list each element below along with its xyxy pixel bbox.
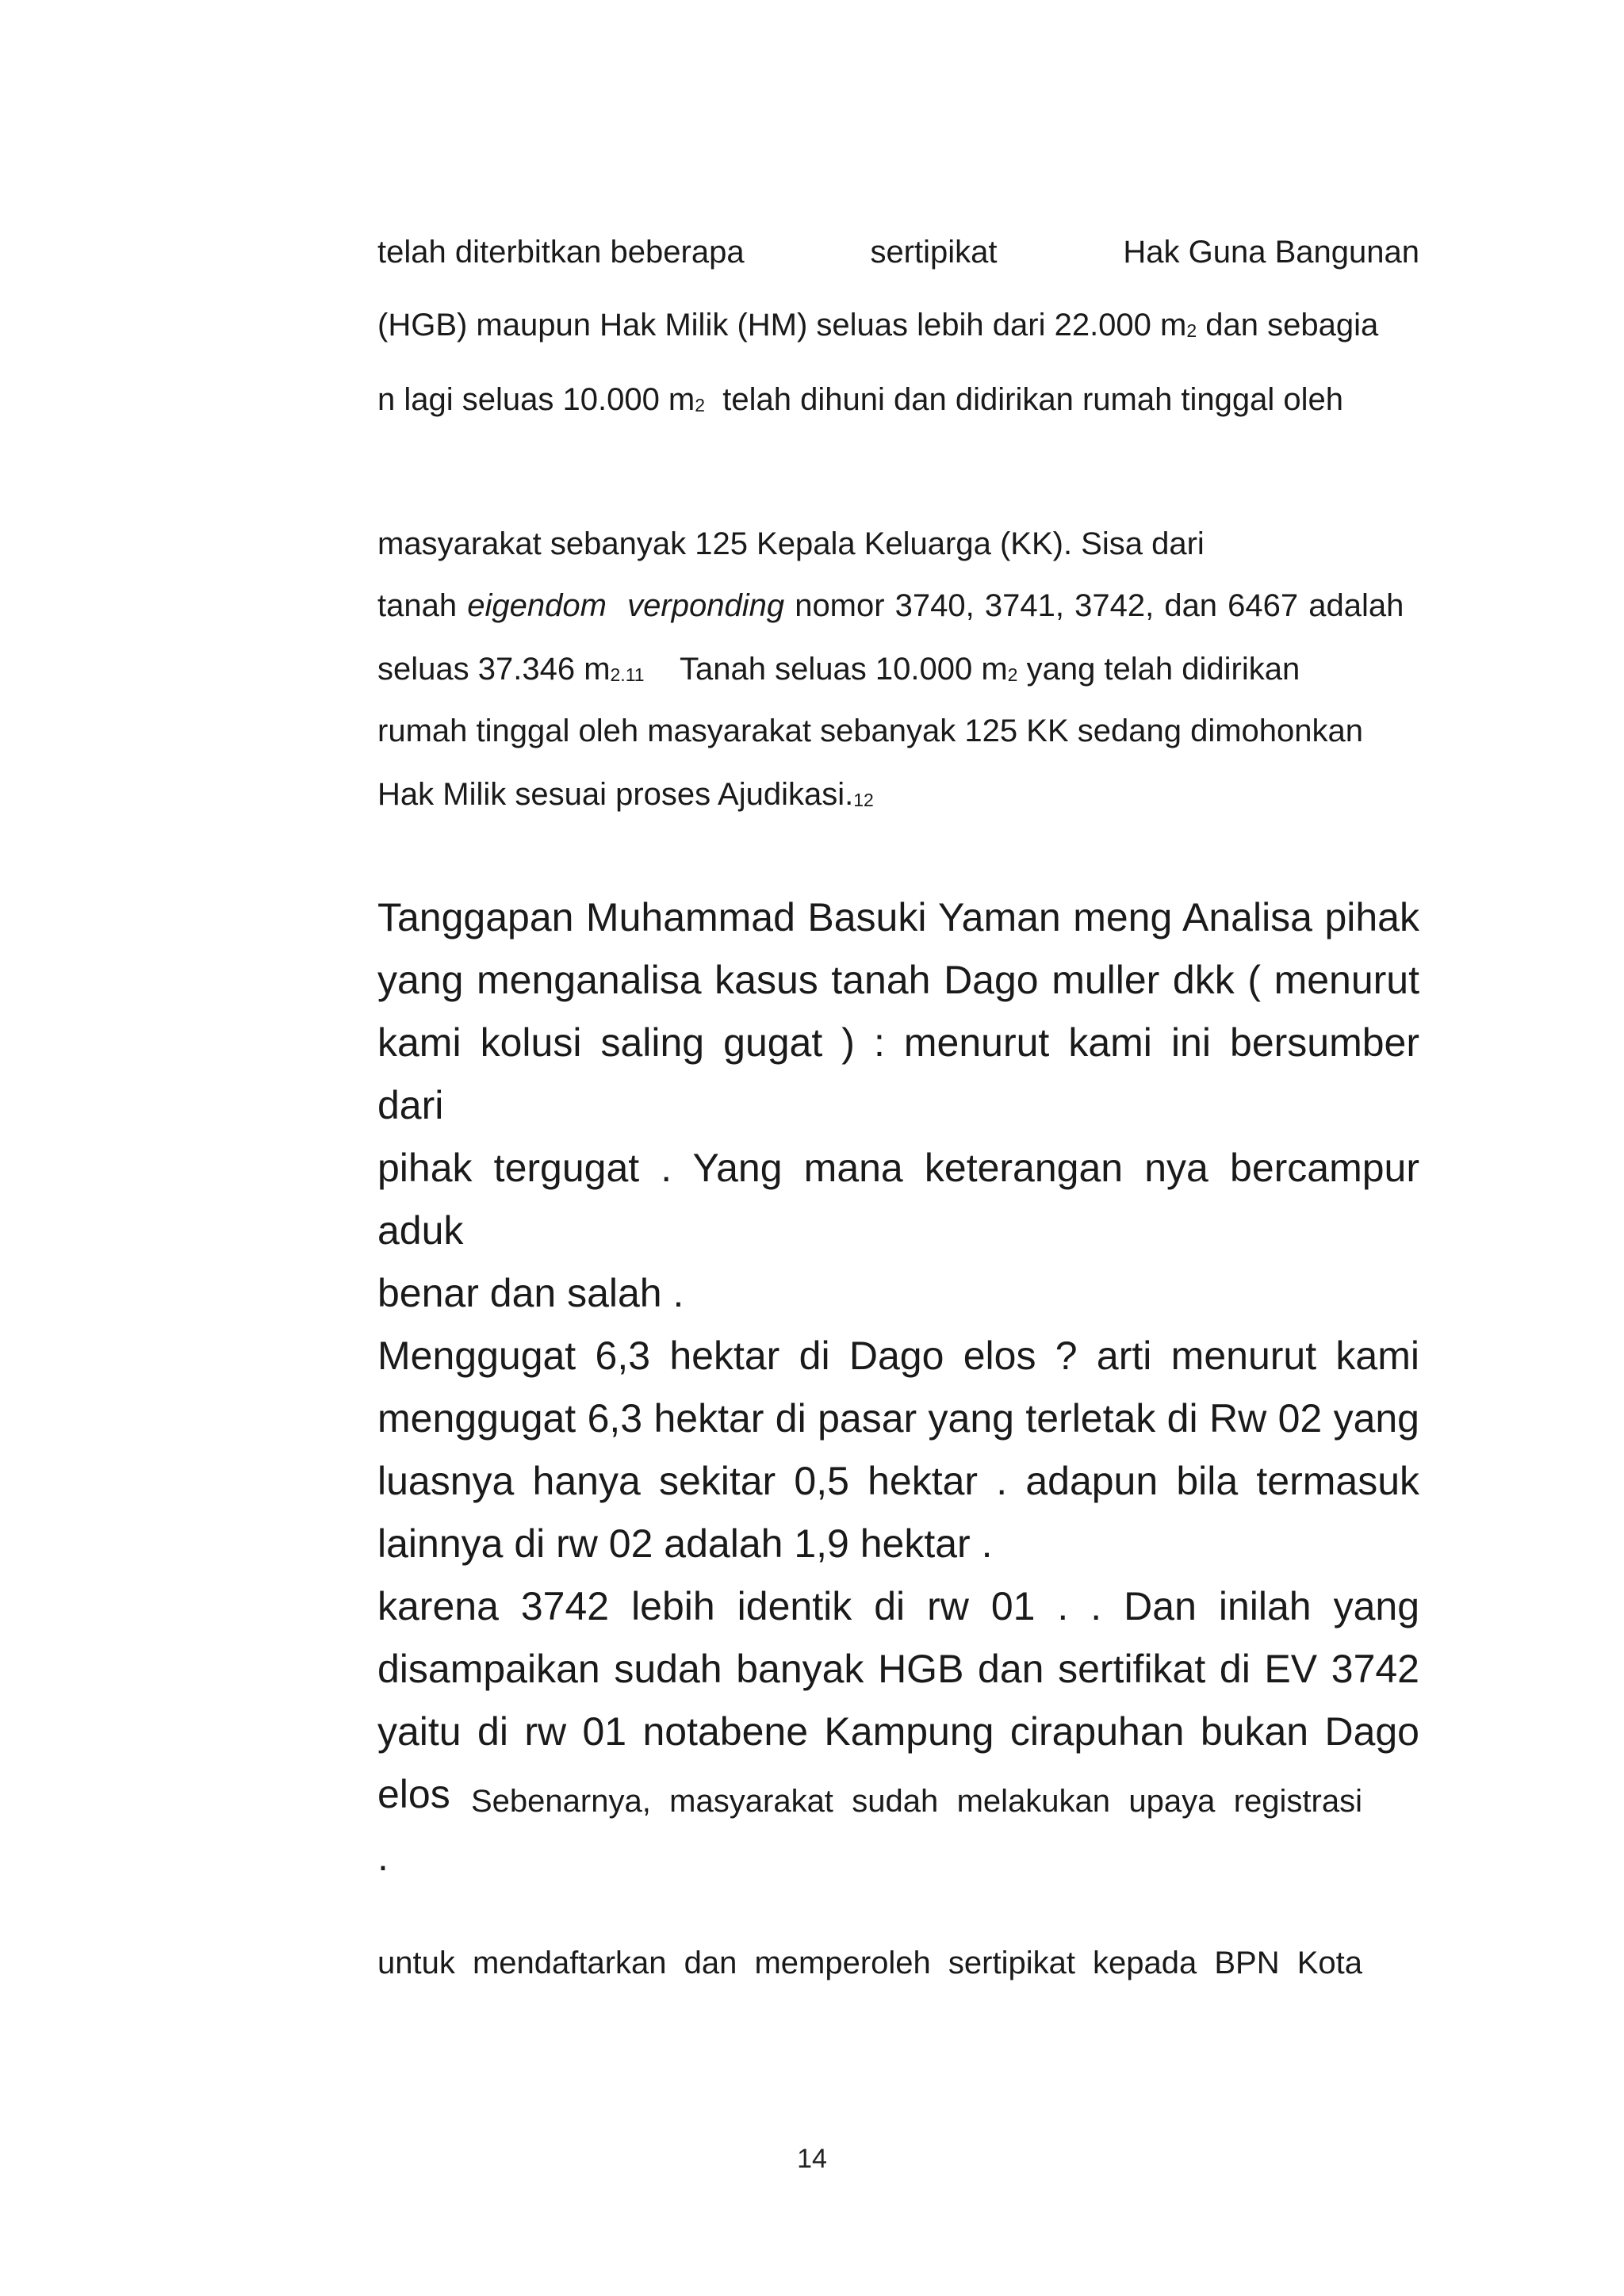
p2-line-9: lainnya di rw 02 adalah 1,9 hektar . (377, 1521, 993, 1566)
p1-line-7 (377, 714, 1419, 749)
p1-line-6 (377, 652, 1419, 687)
p1-line-6-mid: Tanah seluas 10.000 m (680, 652, 1008, 687)
p1-line-3-tail: telah dihuni dan didirikan rumah tinggal oleh (705, 382, 1344, 417)
p2-line-8: luasnya hanya sekitar 0,5 hektar . adapun bila termasuk (377, 1459, 1419, 1503)
p2-line-1: Tanggapan Muhammad Basuki Yaman meng Analisa pihak (377, 895, 1419, 939)
p2-line-7: menggugat 6,3 hektar di pasar yang terletak di Rw 02 yang (377, 1396, 1419, 1441)
p1-line-5-tail: nomor 3740, 3741, 3742, dan 6467 adalah (784, 588, 1404, 623)
p1-line-6-tail: yang telah didirikan (1026, 652, 1300, 687)
p1-line-4-text: masyarakat sebanyak 125 Kepala Keluarga (KK). Sisa dari (377, 526, 1205, 561)
p1-line-5-text: tanah (377, 588, 468, 623)
p1-line-6-text: seluas 37.346 m (377, 652, 611, 687)
p1-line-1-part-c: Hak Guna Bangunan (1123, 235, 1419, 270)
p2-line-3: kami kolusi saling gugat ) : menurut kami ini bersumber dari (377, 1020, 1419, 1127)
p1-line-2 (377, 308, 1419, 343)
p1-line-7-text: rumah tinggal oleh masyarakat sebanyak 125 KK sedang dimohonkan (377, 714, 1364, 748)
p2-line-10: karena 3742 lebih identik di rw 01 . . Dan inilah yang (377, 1584, 1419, 1628)
p1-line-1-part-a: telah diterbitkan beberapa (377, 235, 745, 270)
p2-line-6: Menggugat 6,3 hektar di Dago elos ? arti menurut kami (377, 1334, 1419, 1378)
p1-line-6-superscript-2: 2 (1007, 664, 1018, 685)
p1-line-1-part-b: sertipikat (870, 235, 998, 270)
p2-line-13: . (377, 1835, 389, 1879)
p1-line-2-tail: dan sebagia (1197, 308, 1379, 342)
p1-line-6-superscript: 2.11 (610, 664, 645, 685)
p1-line-8 (377, 777, 1419, 813)
p1-line-8-text: Hak Milik sesuai proses Ajudikasi. (377, 777, 854, 812)
p1-line-2-text: (HGB) maupun Hak Milik (HM) seluas lebih dari 22.000 m (377, 308, 1187, 342)
p1-line-5 (377, 588, 1419, 624)
paragraph-2 (377, 886, 1419, 1888)
p1-line-8-footnote: 12 (853, 790, 874, 810)
p1-line-2-superscript: 2 (1186, 320, 1197, 341)
page-number: 14 (797, 2144, 827, 2174)
p3-line-1: Sebenarnya, masyarakat sudah melakukan upaya registrasi (471, 1784, 1362, 1819)
p2-line-5: benar dan salah . (377, 1271, 684, 1315)
p1-line-3 (377, 382, 1419, 418)
p1-line-5-italic-1: eigendom (467, 588, 607, 623)
p2-line-4: pihak tergugat . Yang mana keterangan nya bercampur aduk (377, 1146, 1419, 1253)
p1-line-4 (377, 526, 1419, 562)
p1-line-3-text: n lagi seluas 10.000 m (377, 382, 695, 417)
p2-line-11: disampaikan sudah banyak HGB dan sertifikat di EV 3742 (377, 1647, 1419, 1691)
p1-line-3-superscript: 2 (695, 395, 706, 415)
p1-line-5-italic-2: verponding (627, 588, 785, 623)
p2-line-12: yaitu di rw 01 notabene Kampung cirapuhan bukan Dago elos (377, 1709, 1419, 1816)
p3-line-2: untuk mendaftarkan dan memperoleh sertipikat kepada BPN Kota (377, 1946, 1362, 1980)
p2-line-2: yang menganalisa kasus tanah Dago muller dkk ( menurut (377, 958, 1419, 1002)
p1-line-1 (377, 235, 1419, 270)
